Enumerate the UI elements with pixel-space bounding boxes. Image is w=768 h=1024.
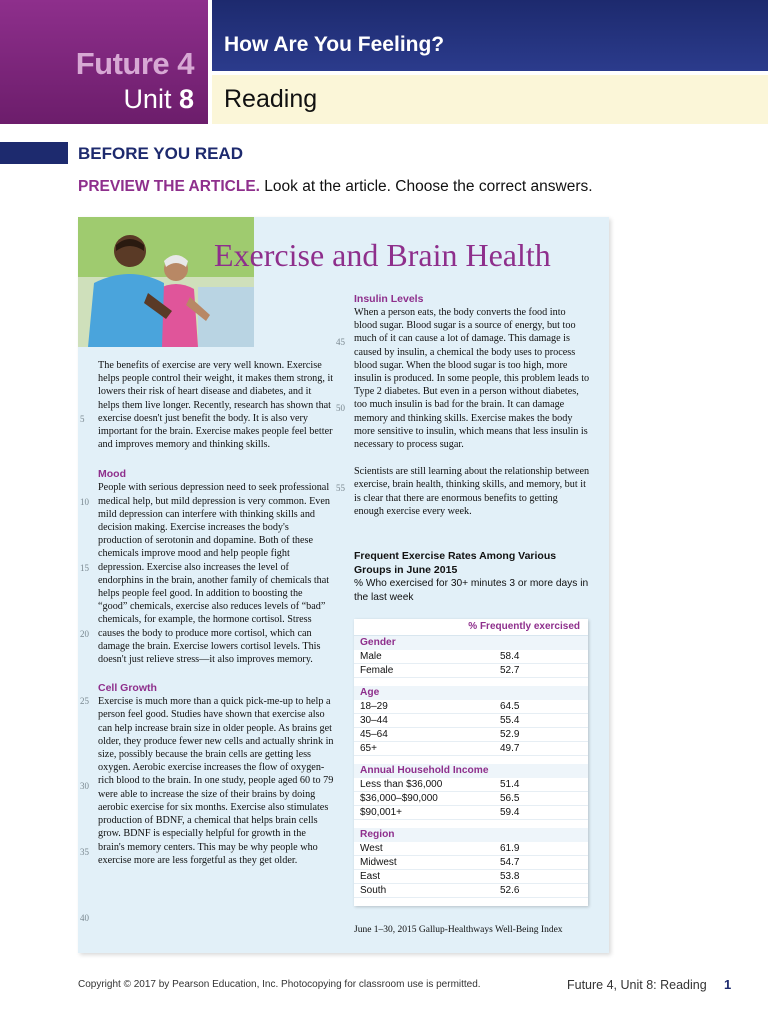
line-number: 5 xyxy=(80,414,85,424)
table-row-label: Female xyxy=(360,665,394,676)
page-number: 1 xyxy=(724,977,732,992)
line-number: 25 xyxy=(80,696,89,706)
table-row xyxy=(354,842,588,856)
table-row xyxy=(354,664,588,678)
line-number: 50 xyxy=(336,403,345,413)
line-number: 30 xyxy=(80,781,89,791)
table-row-value: 55.4 xyxy=(500,715,520,726)
unit-word: Unit xyxy=(123,84,172,114)
table-row-value: 64.5 xyxy=(500,701,520,712)
table-group-heading: Annual Household Income xyxy=(354,764,588,778)
table-group-spacer xyxy=(354,820,588,828)
table-row-label: $90,001+ xyxy=(360,807,402,818)
instructions-text: Look at the article. Choose the correct answers. xyxy=(260,178,593,195)
table-row xyxy=(354,700,588,714)
table-row-label: East xyxy=(360,871,381,882)
table-row-label: $36,000–$90,000 xyxy=(360,793,438,804)
table-row xyxy=(354,856,588,870)
mood-heading: Mood xyxy=(98,468,126,481)
table-row-value: 52.7 xyxy=(500,665,520,676)
cell-growth-paragraph: Exercise is much more than a quick pick-me-up to help a person feel good. Studies have shown that exercise also can help increase brain size in older people. As brains get older, they produce fewer new cells and actually shrink in size, possibly because the brain cells are getting less oxygen. Aerobic exercise increases the flow of oxygen-rich blood to the brain. In one study, people aged 60 to 79 were able to increase the size of their brains by doing aerobic exercise for six months. Exercise also stimulates production of BDNF, a chemical that helps brain cells grow. BDNF is especially helpful for growth in the brain's memory centers. This may be why people who exercise more are less forgetful as they get older. xyxy=(98,696,334,866)
article-panel xyxy=(78,217,609,953)
header-subtitle-bar xyxy=(212,75,768,124)
intro-paragraph: The benefits of exercise are very well known. Exercise helps people control their weight, it makes them strong, it lowers their risk of heart disease and diabetes, and it helps them live longer. Recently, research has shown that exercise doesn't just benefit the body. It is also very important for the brain. Exercise makes people feel better and improves memory and thinking skills. xyxy=(98,360,334,451)
instructions-label: PREVIEW THE ARTICLE. xyxy=(78,178,260,195)
table-group-heading: Gender xyxy=(354,636,588,650)
table-group-heading: Region xyxy=(354,828,588,842)
table-row-label: Less than $36,000 xyxy=(360,779,443,790)
table-row-value: 51.4 xyxy=(500,779,520,790)
line-number: 20 xyxy=(80,629,89,639)
table-row-label: West xyxy=(360,843,383,854)
table-row-label: 18–29 xyxy=(360,701,388,712)
table-row xyxy=(354,650,588,664)
table-row-label: 45–64 xyxy=(360,729,388,740)
table-row xyxy=(354,714,588,728)
mood-paragraph: People with serious depression need to seek professional medical help, but mild depression is very common. Even mild depression can interfere with thinking skills and decision making. Exercise increases the body's production of serotonin and dopamine. Both of these chemicals improve mood and help people fight depression. Exercise also increases the level of endorphins in the brain, another family of chemicals that helps people feel good. In addition to boosting the “good” chemicals, exercise also reduces levels of “bad” chemicals, for example, the hormone cortisol. Stress causes the body to produce more cortisol, which can damage the brain. Exercise lowers cortisol levels. This doesn't just relieve stress—it also improves memory. xyxy=(98,482,330,666)
line-number: 35 xyxy=(80,847,89,857)
table-row xyxy=(354,870,588,884)
table-subtitle: % Who exercised for 30+ minutes 3 or more days in the last week xyxy=(354,578,589,603)
table-row-value: 58.4 xyxy=(500,651,520,662)
table-row xyxy=(354,742,588,756)
table-row-value: 52.6 xyxy=(500,885,520,896)
page-subtitle: Reading xyxy=(224,85,318,113)
article-column-left xyxy=(80,359,334,923)
table-row-value: 59.4 xyxy=(500,807,520,818)
table-row xyxy=(354,884,588,898)
table-bottom-padding xyxy=(354,898,588,906)
insulin-paragraph: When a person eats, the body converts the food into blood sugar. Blood sugar is a source of energy, but too much of it can cause a lot of damage. This damage is caused by insulin, a chemical the body uses to process blood sugar. When the blood sugar is too high, more insulin is produced. In some people, this problem leads to Type 2 diabetes. But even in a person without diabetes, too much insulin is bad for the brain. It can damage memory and thinking skills. Exercise makes the body more sensitive to insulin, which means that less insulin is necessary to process sugar. xyxy=(354,307,590,451)
table-row-label: South xyxy=(360,885,387,896)
section-heading: BEFORE YOU READ xyxy=(78,144,243,163)
table-row xyxy=(354,778,588,792)
series-banner xyxy=(0,0,208,124)
table-group-heading: Age xyxy=(354,686,588,700)
line-number: 15 xyxy=(80,563,89,573)
table-row xyxy=(354,792,588,806)
page-title: How Are You Feeling? xyxy=(224,33,445,56)
article-title: Exercise and Brain Health xyxy=(214,237,551,273)
insulin-heading: Insulin Levels xyxy=(354,293,424,305)
table-group-spacer xyxy=(354,678,588,686)
table-row xyxy=(354,806,588,820)
table-row-value: 49.7 xyxy=(500,743,520,754)
line-number: 45 xyxy=(336,337,345,347)
table-row-value: 52.9 xyxy=(500,729,520,740)
copyright-notice: Copyright © 2017 by Pearson Education, Inc. Photocopying for classroom use is permitted. xyxy=(78,979,481,990)
table-title: Frequent Exercise Rates Among Various Groups in June 2015 xyxy=(354,550,557,576)
line-number: 55 xyxy=(336,483,345,493)
table-group-spacer xyxy=(354,756,588,764)
section-accent-bar xyxy=(0,142,68,164)
footer-section-label: Future 4, Unit 8: Reading xyxy=(567,978,707,992)
table-row-label: 65+ xyxy=(360,743,377,754)
table-row-label: Male xyxy=(360,651,382,662)
unit-number: 8 xyxy=(178,84,194,114)
instructions xyxy=(78,178,593,196)
table-row-value: 56.5 xyxy=(500,793,520,804)
article-column-right xyxy=(336,293,590,518)
series-title: Future 4 xyxy=(75,46,194,81)
header-title-bar xyxy=(212,0,768,71)
table-source: June 1–30, 2015 Gallup-Healthways Well-Being Index xyxy=(354,925,563,935)
table-row-label: 30–44 xyxy=(360,715,388,726)
cell-growth-heading: Cell Growth xyxy=(98,682,157,695)
table-row xyxy=(354,728,588,742)
line-number: 40 xyxy=(80,913,89,923)
table-row-value: 54.7 xyxy=(500,857,520,868)
unit-label xyxy=(123,84,194,115)
exercise-rates-table xyxy=(354,619,588,906)
closing-paragraph: Scientists are still learning about the relationship between exercise, brain health, thinking skills, and memory, but it is clear that there are enormous benefits to getting enough exercise every week. xyxy=(354,466,590,517)
table-column-header: % Frequently exercised xyxy=(354,619,588,636)
line-number: 10 xyxy=(80,497,89,507)
table-row-value: 61.9 xyxy=(500,843,520,854)
table-row-label: Midwest xyxy=(360,857,397,868)
table-row-value: 53.8 xyxy=(500,871,520,882)
